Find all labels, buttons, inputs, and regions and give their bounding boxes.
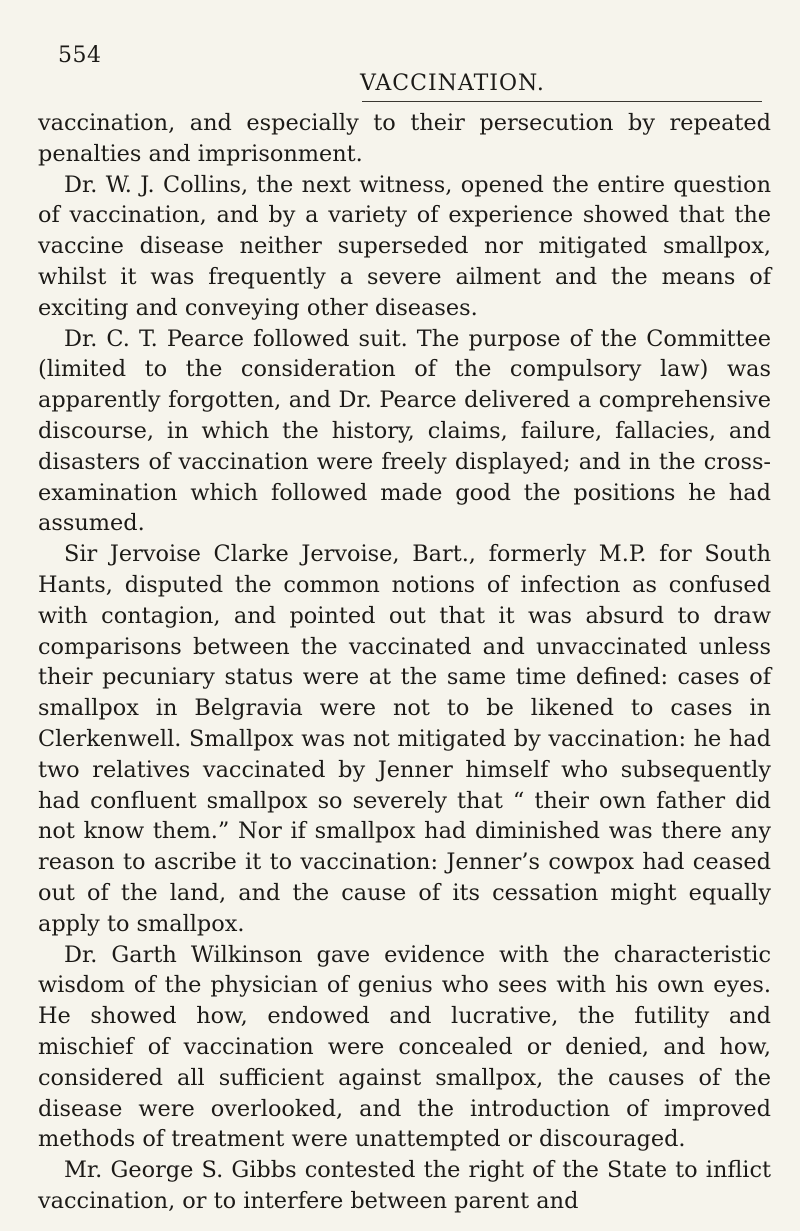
paragraph-wilkinson: Dr. Garth Wilkinson gave evidence with the characteristic wisdom of the physician of genius who sees with his own eyes. He showed how, endowed and lucrative, the futility and mischief of vaccination were concealed or denied, and how, considered all sufficient against smallpox, the causes of the disease were overlooked, and the introduction of improved methods of treatment were unattempted or discouraged. [38, 941, 771, 1153]
body-text [38, 108, 771, 1217]
paragraph-gibbs: Mr. George S. Gibbs contested the right of the State to inflict vaccination, or to interfere between parent and [38, 1157, 771, 1214]
paragraph-continuation: vaccination, and especially to their persecution by repeated penalties and imprisonment. [38, 110, 771, 167]
page-number: 554 [58, 43, 102, 68]
paragraph-jervoise: Sir Jervoise Clarke Jervoise, Bart., formerly M.P. for South Hants, disputed the common notions of infection as confused with contagion, and pointed out that it was absurd to draw comparisons between the vaccinated and unvaccinated unless their pecuniary status were at the same time defined: cases of smallpox in Belgravia were not to be likened to cases in Clerkenwell. Smallpox was not mitigated by vaccination: he had two relatives vaccinated by Jenner himself who subsequently had confluent smallpox so severely that “ their own father did not know them.” Nor if smallpox had diminished was there any reason to ascribe it to vaccination: Jenner’s cowpox had ceased out of the land, and the cause of its cessation might equally apply to smallpox. [38, 541, 771, 937]
paragraph-pearce: Dr. C. T. Pearce followed suit. The purpose of the Committee (limited to the consideration of the compulsory law) was apparently forgotten, and Dr. Pearce delivered a comprehensive discourse, in which the history, claims, failure, fallacies, and disasters of vaccination were freely displayed; and in the cross-examination which followed made good the positions he had assumed. [38, 325, 771, 537]
header-rule [362, 101, 762, 102]
paragraph-collins: Dr. W. J. Collins, the next witness, opened the entire question of vaccination, and by a variety of experience showed that the vaccine disease neither superseded nor mitigated smallpox, whilst it was frequently a severe ailment and the means of exciting and conveying other diseases. [38, 171, 771, 321]
running-title: VACCINATION. [360, 71, 545, 96]
